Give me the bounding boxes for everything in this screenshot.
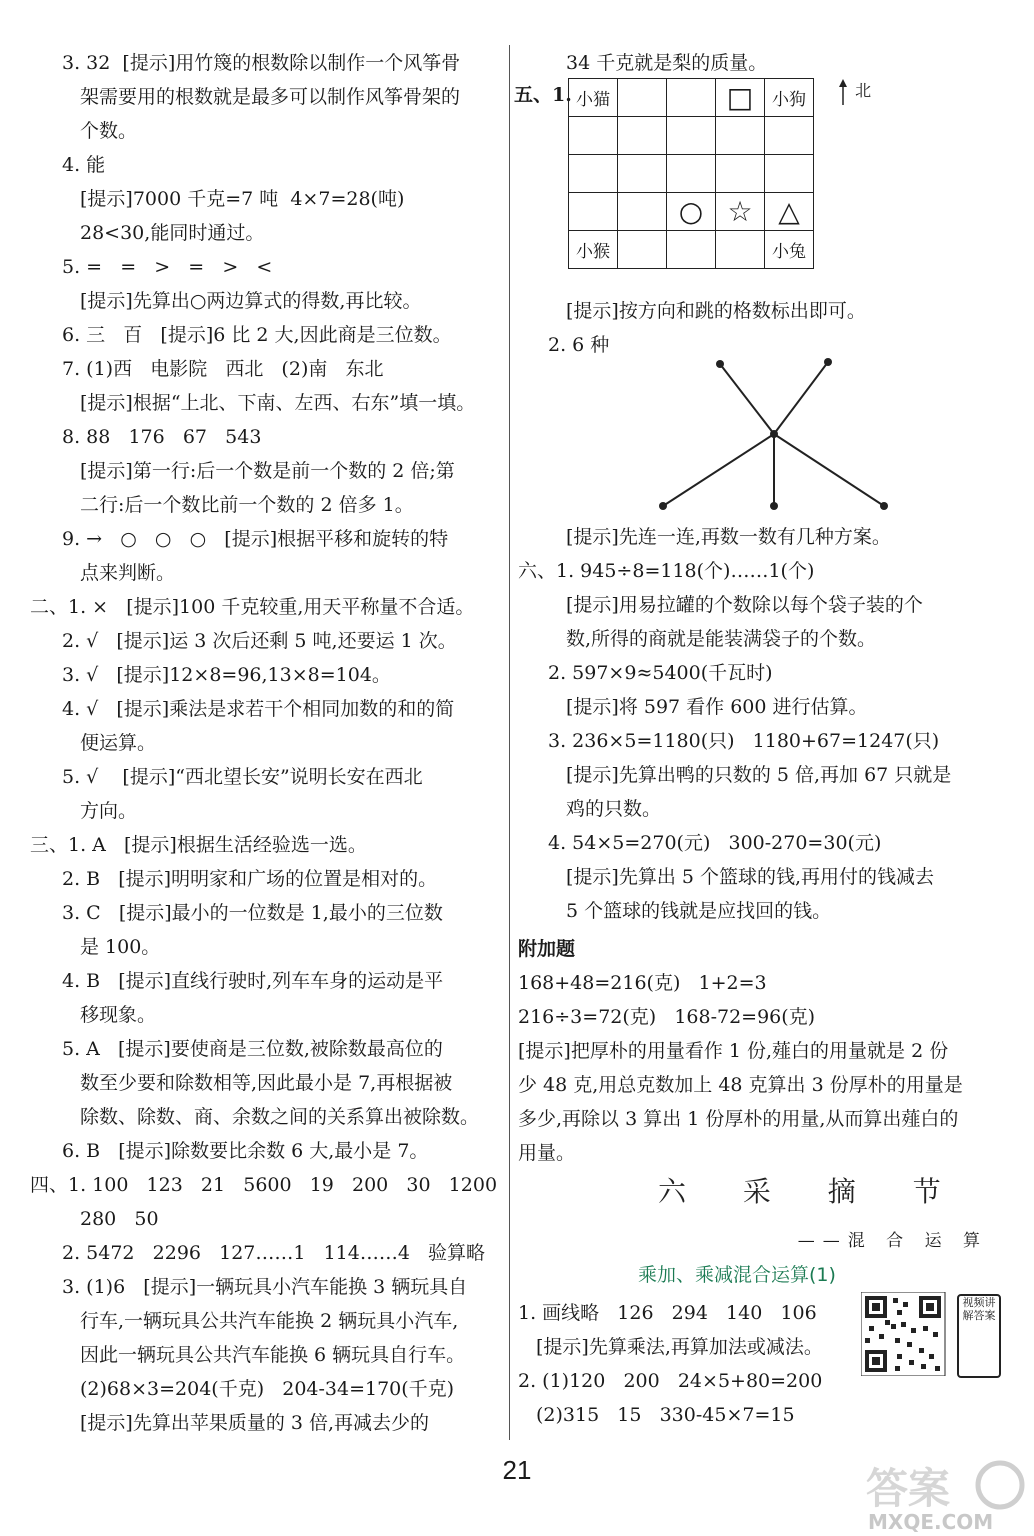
left-text-line: 7. (1)西 电影院 西北 (2)南 东北 [62, 358, 384, 380]
right-text-line: 2. 6 种 [548, 334, 610, 356]
left-text-line: 8. 88 176 67 543 [62, 426, 262, 448]
left-text-line: 5. A [提示]要使商是三位数,被除数最高位的 [62, 1038, 443, 1060]
grid-cell [618, 155, 667, 193]
right-text-line: [提示]用易拉罐的个数除以每个袋子装的个 [566, 594, 923, 616]
qr-code-icon [861, 1292, 951, 1376]
left-text-line: 数至少要和除数相等,因此最小是 7,再根据被 [80, 1072, 453, 1094]
node-top-right [824, 358, 832, 366]
north-arrow [836, 78, 871, 105]
left-text-line: 四、1. 100 123 21 5600 19 200 30 1200 [30, 1174, 498, 1196]
grid-cell [716, 117, 765, 155]
qr-code[interactable] [861, 1292, 1001, 1376]
left-text-line: [提示]根据“上北、下南、左西、右东”填一填。 [80, 392, 476, 414]
left-text-line: [提示]7000 千克=7 吨 4×7=28(吨) [80, 188, 405, 210]
grid-cell [765, 79, 814, 117]
left-text-line: [提示]第一行:后一个数是前一个数的 2 倍;第 [80, 460, 455, 482]
grid-cell-label: △ [778, 195, 800, 228]
grid-cell [618, 79, 667, 117]
watermark-text: MXQE.COM [868, 1510, 994, 1534]
left-text-line: 5. = = > = > < [62, 256, 273, 278]
right-text-line: 鸡的只数。 [566, 798, 662, 820]
grid-cell-label: 小兔 [772, 242, 806, 262]
grid-cell [569, 193, 618, 231]
right-text-line: [提示]先算出鸭的只数的 5 倍,再加 67 只就是 [566, 764, 952, 786]
left-text-line: [提示]先算出苹果质量的 3 倍,再减去少的 [80, 1412, 430, 1434]
left-text-line: 4. B [提示]直线行驶时,列车车身的运动是平 [62, 970, 444, 992]
right-text-line: 5 个篮球的钱就是应找回的钱。 [566, 900, 832, 922]
left-text-line: 3. (1)6 [提示]一辆玩具小汽车能换 3 辆玩具自 [62, 1276, 468, 1298]
right-text-line: [提示]先算乘法,再算加法或减法。 [536, 1336, 823, 1358]
right-text-line: (2)315 15 330-45×7=15 [536, 1404, 795, 1426]
direction-grid [568, 78, 814, 269]
right-text-line: 多少,再除以 3 算出 1 份厚朴的用量,从而算出薤白的 [518, 1108, 959, 1130]
left-text-line: 2. √ [提示]运 3 次后还剩 5 吨,还要运 1 次。 [62, 630, 457, 652]
grid-cell-label: 小猫 [576, 90, 610, 110]
right-text-line: 数,所得的商就是能装满袋子的个数。 [566, 628, 877, 650]
svg-text:答案: 答案 [866, 1464, 951, 1513]
left-text-line: 架需要用的根数就是最多可以制作风筝骨架的 [80, 86, 461, 108]
left-text-line: 个数。 [80, 120, 138, 142]
left-text-line: 便运算。 [80, 732, 157, 754]
grid-cell [667, 79, 716, 117]
grid-cell [569, 79, 618, 117]
left-text-line: 6. 三 百 [提示]6 比 2 大,因此商是三位数。 [62, 324, 452, 346]
lesson-title: 乘加、乘减混合运算(1) [638, 1264, 836, 1286]
unit-title: 六 采 摘 节 [658, 1175, 965, 1208]
right-text-line: [提示]先连一连,再数一数有几种方案。 [566, 526, 891, 548]
left-text-line: 是 100。 [80, 936, 161, 958]
north-arrow-icon [836, 79, 850, 105]
grid-cell [716, 155, 765, 193]
node-top-left [716, 360, 724, 368]
right-text-line: 3. 236×5=1180(只) 1180+67=1247(只) [548, 730, 940, 752]
grid-cell-label: 小猴 [576, 242, 610, 262]
right-text-line: 1. 画线略 126 294 140 106 [518, 1302, 817, 1324]
column-divider [509, 45, 510, 1440]
right-text-line: 2. 597×9≈5400(千瓦时) [548, 662, 773, 684]
left-text-line: 3. √ [提示]12×8=96,13×8=104。 [62, 664, 391, 686]
left-text-line: 2. B [提示]明明家和广场的位置是相对的。 [62, 868, 438, 890]
left-text-line: [提示]先算出○两边算式的得数,再比较。 [80, 290, 422, 312]
question-5-label: 五、1. [514, 84, 572, 106]
grid-cell [569, 117, 618, 155]
left-text-line: (2)68×3=204(千克) 204-34=170(千克) [80, 1378, 455, 1400]
unit-subtitle: ——混 合 运 算 [797, 1231, 988, 1251]
left-text-line: 行车,一辆玩具公共汽车能换 2 辆玩具小汽车, [80, 1310, 459, 1332]
right-text-line: 用量。 [518, 1142, 576, 1164]
left-text-line: 4. √ [提示]乘法是求若干个相同加数的和的简 [62, 698, 455, 720]
grid-cell-label: ☆ [727, 195, 753, 228]
node-bottom-middle [770, 502, 778, 510]
left-text-line: 6. B [提示]除数要比余数 6 大,最小是 7。 [62, 1140, 429, 1162]
node-bottom-right [880, 502, 888, 510]
grid-cell [618, 193, 667, 231]
grid-cell [667, 193, 716, 231]
grid-cell [618, 117, 667, 155]
grid-cell [667, 231, 716, 269]
right-text-line: 附加题 [518, 938, 576, 960]
grid-cell [618, 231, 667, 269]
grid-cell [765, 193, 814, 231]
right-text-line: 168+48=216(克) 1+2=3 [518, 972, 767, 994]
grid-cell [765, 117, 814, 155]
right-text-line: 216÷3=72(克) 168-72=96(克) [518, 1006, 816, 1028]
grid-cell [716, 79, 765, 117]
left-text-line: 点来判断。 [80, 562, 176, 584]
watermark-logo [860, 1455, 1030, 1535]
left-text-line: 3. 32 [提示]用竹篾的根数除以制作一个风筝骨 [62, 52, 461, 74]
node-bottom-left [659, 502, 667, 510]
node-center [770, 430, 778, 438]
left-text-line: 二行:后一个数比前一个数的 2 倍多 1。 [80, 494, 414, 516]
right-text-line: 2. (1)120 200 24×5+80=200 [518, 1370, 823, 1392]
left-text-line: 三、1. A [提示]根据生活经验选一选。 [30, 834, 367, 856]
north-label: 北 [855, 81, 872, 100]
left-text-line: 二、1. × [提示]100 千克较重,用天平称量不合适。 [30, 596, 475, 618]
right-text-line: 4. 54×5=270(元) 300-270=30(元) [548, 832, 882, 854]
grid-cell-label: □ [726, 81, 754, 114]
grid-cell-label: 小狗 [772, 90, 806, 110]
left-text-line: 28<30,能同时通过。 [80, 222, 265, 244]
left-text-line: 因此一辆玩具公共汽车能换 6 辆玩具自行车。 [80, 1344, 466, 1366]
right-text-line: 六、1. 945÷8=118(个)……1(个) [518, 560, 815, 582]
right-text-line: 34 千克就是梨的质量。 [566, 52, 768, 74]
left-text-line: 4. 能 [62, 154, 106, 176]
grid-cell-label: ○ [678, 195, 704, 228]
qr-caption: 视频讲解答案 [957, 1294, 1001, 1378]
page-number: 21 [502, 1455, 532, 1485]
grid-cell [569, 231, 618, 269]
left-text-line: 9. → ○ ○ ○ [提示]根据平移和旋转的特 [62, 528, 449, 550]
grid-cell [569, 155, 618, 193]
right-text-line: [提示]按方向和跳的格数标出即可。 [566, 300, 866, 322]
grid-cell [765, 231, 814, 269]
right-text-line: 少 48 克,用总克数加上 48 克算出 3 份厚朴的用量是 [518, 1074, 963, 1096]
route-diagram [638, 350, 898, 520]
left-text-line: 5. √ [提示]“西北望长安”说明长安在西北 [62, 766, 423, 788]
left-text-line: 2. 5472 2296 127……1 114……4 验算略 [62, 1242, 486, 1264]
grid-cell [716, 231, 765, 269]
grid-cell [667, 155, 716, 193]
grid-cell [667, 117, 716, 155]
right-text-line: [提示]将 597 看作 600 进行估算。 [566, 696, 868, 718]
grid-cell [716, 193, 765, 231]
left-text-line: 280 50 [80, 1208, 159, 1230]
left-text-line: 3. C [提示]最小的一位数是 1,最小的三位数 [62, 902, 443, 924]
right-text-line: [提示]把厚朴的用量看作 1 份,薤白的用量就是 2 份 [518, 1040, 949, 1062]
grid-cell [765, 155, 814, 193]
right-text-line: [提示]先算出 5 个篮球的钱,再用付的钱减去 [566, 866, 935, 888]
left-text-line: 除数、除数、商、余数之间的关系算出被除数。 [80, 1106, 480, 1128]
left-text-line: 方向。 [80, 800, 138, 822]
left-text-line: 移现象。 [80, 1004, 157, 1026]
